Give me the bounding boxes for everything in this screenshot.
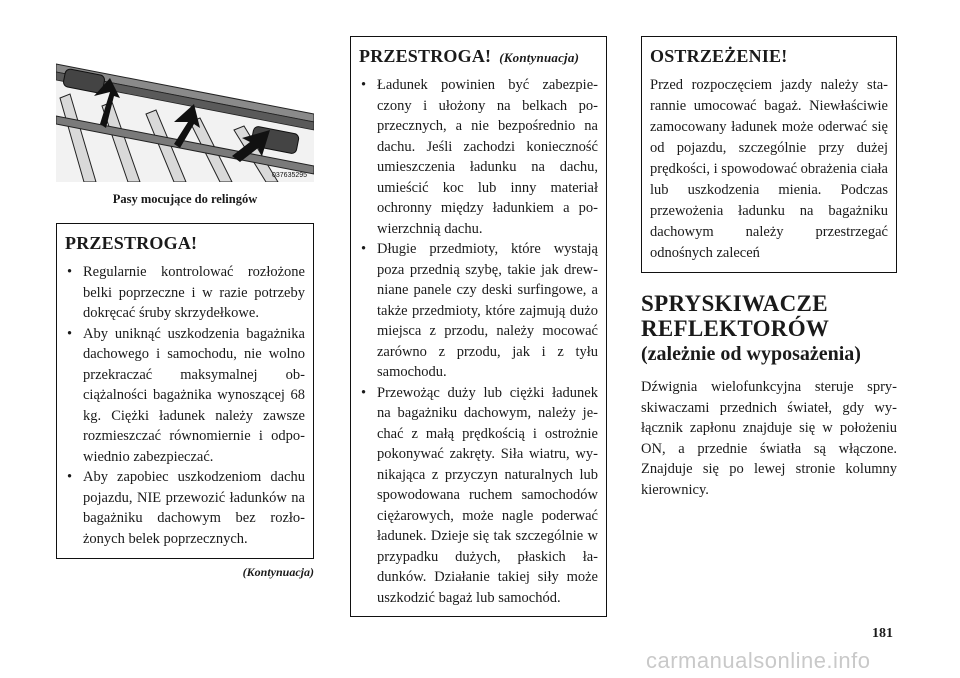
section-title xyxy=(641,291,897,367)
warning-title: OSTRZEŻENIE! xyxy=(650,46,788,66)
section-subtitle: (zależnie od wyposażenia) xyxy=(641,343,861,365)
caution-box-left xyxy=(56,223,314,559)
continued-note: (Kontynuacja) xyxy=(242,565,314,579)
warning-box xyxy=(641,36,897,273)
caution-title-continued: (Kontynuacja) xyxy=(499,50,580,65)
section-title-line2: REFLEKTORÓW xyxy=(641,316,830,341)
caution-list xyxy=(359,75,598,608)
section-body: Dźwignia wielofunkcyjna steruje spryskiwaczami przednich świateł, gdy wyłącznik zapłonu znajduje się w położeniu ON, a przednie światła są włączone. Znajduje się po lewej stronie kolumny kierownicy. xyxy=(641,379,897,498)
roof-rack-illustration xyxy=(56,58,314,182)
caution-box-middle xyxy=(350,36,607,617)
list-item: • Aby uniknąć uszkodzenia bagażnika dachowego i samochodu, nie wolno przekraczać maksymalnej obciążalności bagażnika wynoszącej 68 kg. Ciężki ładunek należy zawsze rozmieszczać równomiernie i odpowiednio zabezpieczać. xyxy=(65,324,305,468)
right-column xyxy=(641,36,897,500)
caution-title: PRZESTROGA! xyxy=(65,233,198,253)
list-item: • Aby zapobiec uszkodzeniom dachu pojazdu, NIE przewozić ładunków na bagażniku dachowym bez rozłożonych belek poprzecznych. xyxy=(65,467,305,549)
roof-rack-figure xyxy=(56,58,314,182)
section-title-line1: SPRYSKIWACZE xyxy=(641,291,828,316)
caution-list xyxy=(65,262,305,549)
watermark: carmanualsonline.info xyxy=(646,648,871,673)
figure-caption: Pasy mocujące do relingów xyxy=(112,192,258,206)
section-header xyxy=(641,291,897,367)
list-item: • Ładunek powinien być zabezpieczony i ułożony na belkach poprzecznych, a nie bezpośrednio na dachu. Jeśli zachodzi konieczność umieszczenia ładunku na dachu, umieścić koc lub inny materiał ochronny między ładunkiem a powierzchnią dachu. xyxy=(359,75,598,239)
caution-title-text: PRZESTROGA! xyxy=(359,46,492,66)
warning-text: Przed rozpoczęciem jazdy należy starannie umocować bagaż. Niewłaściwie zamocowany ładunek może oderwać się od pojazdu, szczególnie przy dużej prędkości, i spowodować obrażenia ciała lub uszkodzenia mienia. Podczas przewożenia ładunku na bagażniku dachowym należy przestrzegać odnośnych zaleceń xyxy=(650,77,888,261)
figure-code: 037635295 xyxy=(272,172,308,179)
list-item: • Przewożąc duży lub ciężki ładunek na bagażniku dachowym, należy jechać z małą prędkością i ostrożnie pokonywać zakręty. Siła wiatru, wynikająca z przyczyn naturalnych lub spowodowana ruchem samochodów ciężarowych, może nagle poderwać ładunek. Dzieje się tak szczególnie w przypadku dużych, płaskich ładunków. Działanie takiej siły może uszkodzić bagaż lub samochód. xyxy=(359,383,598,609)
caution-title xyxy=(359,46,598,67)
left-column xyxy=(56,58,314,580)
page-number: 181 xyxy=(872,626,893,641)
list-item: • Długie przedmioty, które wystają poza przednią szybę, takie jak drewniane panele czy deski surfingowe, a także przedmioty, które zajmują dużo miejsca z przodu, należy mocować zarówno z przodu, jak i z tyłu samochodu. xyxy=(359,239,598,383)
list-item: • Regularnie kontrolować rozłożone belki poprzeczne i w razie potrzeby dokręcać śruby skrzydełkowe. xyxy=(65,262,305,324)
